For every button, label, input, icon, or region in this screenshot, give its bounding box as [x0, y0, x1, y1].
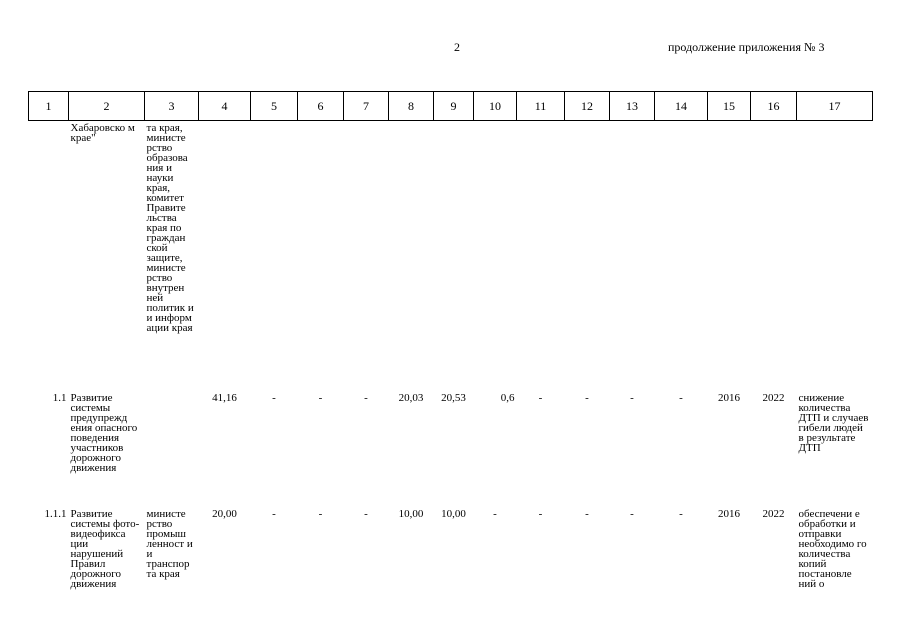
table-cell: Развитие системы предупрежд ения опасного поведения участников дорожного движения [70, 392, 138, 474]
table-cell: министе рство промыш ленност и и транспор та края [146, 508, 193, 580]
table-cell [655, 121, 708, 390]
table-cell: 10,00 [398, 508, 424, 520]
table-cell: обеспечени е обработки и отправки необходимо го количества копий постановле ний о [798, 508, 867, 590]
table-cell [298, 121, 344, 390]
table-cell: - [585, 508, 589, 520]
table-cell: 2016 [718, 508, 740, 520]
column-header: 16 [751, 92, 797, 121]
table-cell: снижение количества ДТП и случаев гибели людей в результате ДТП [798, 392, 869, 454]
table-cell: - [630, 392, 634, 404]
table-cell: Хабаровско м крае" [70, 122, 135, 144]
table-cell [610, 121, 655, 390]
table-row [29, 121, 873, 390]
table-cell: - [538, 392, 543, 404]
column-header: 2 [69, 92, 145, 121]
table-cell: - [272, 508, 276, 520]
table-cell [797, 121, 873, 390]
column-header: 4 [199, 92, 251, 121]
appendix-table [28, 91, 873, 619]
table-cell [565, 121, 610, 390]
table-cell [29, 121, 69, 390]
column-header-row [29, 92, 873, 121]
table-cell [145, 389, 199, 505]
table-cell: 2016 [718, 392, 740, 404]
table-cell: 41,16 [212, 392, 237, 404]
table-row [29, 505, 873, 619]
table-cell: 1.1.1 [44, 508, 67, 520]
table-cell: - [318, 392, 323, 404]
table-row [29, 389, 873, 505]
table-cell: 20,00 [212, 508, 237, 520]
column-header: 5 [251, 92, 298, 121]
page-number: 2 [454, 40, 460, 54]
column-header: 6 [298, 92, 344, 121]
continuation-label: продолжение приложения № 3 [668, 40, 825, 54]
column-header: 8 [389, 92, 434, 121]
column-header: 11 [517, 92, 565, 121]
table-cell: - [318, 508, 323, 520]
table-cell: 20,03 [398, 392, 424, 404]
table-cell [199, 121, 251, 390]
table-cell: Развитие системы фото-видеофикса ции нарушений Правил дорожного движения [70, 508, 140, 590]
table-cell: 20,53 [441, 392, 466, 404]
table-cell [251, 121, 298, 390]
column-header: 12 [565, 92, 610, 121]
table-cell: 2022 [762, 508, 785, 520]
table-cell [517, 121, 565, 390]
table-cell: 0,6 [500, 392, 515, 404]
column-header: 17 [797, 92, 873, 121]
table-cell: та края, министе рство образова ния и науки края, комитет Правите льства края по граждан ской защите, министе рство внутрен ней политик и и информ ации края [146, 122, 194, 334]
column-header: 3 [145, 92, 199, 121]
table-cell: 2022 [762, 392, 785, 404]
table-cell: - [630, 508, 634, 520]
table-cell: - [585, 392, 589, 404]
table-cell: - [679, 392, 683, 404]
table-cell: - [364, 508, 368, 520]
column-header: 1 [29, 92, 69, 121]
table-cell [389, 121, 434, 390]
column-header: 10 [474, 92, 517, 121]
column-header: 7 [344, 92, 389, 121]
column-header: 14 [655, 92, 708, 121]
table-cell: - [272, 392, 276, 404]
table-cell: 1.1 [52, 392, 67, 404]
table-cell [751, 121, 797, 390]
table-cell [474, 121, 517, 390]
column-header: 13 [610, 92, 655, 121]
table-cell: - [538, 508, 543, 520]
column-header: 15 [708, 92, 751, 121]
table-cell: - [679, 508, 683, 520]
column-header: 9 [434, 92, 474, 121]
table-cell: 10,00 [441, 508, 466, 520]
table-cell [708, 121, 751, 390]
table-cell [344, 121, 389, 390]
table-cell [434, 121, 474, 390]
table-cell: - [364, 392, 368, 404]
table-cell: - [493, 508, 497, 520]
